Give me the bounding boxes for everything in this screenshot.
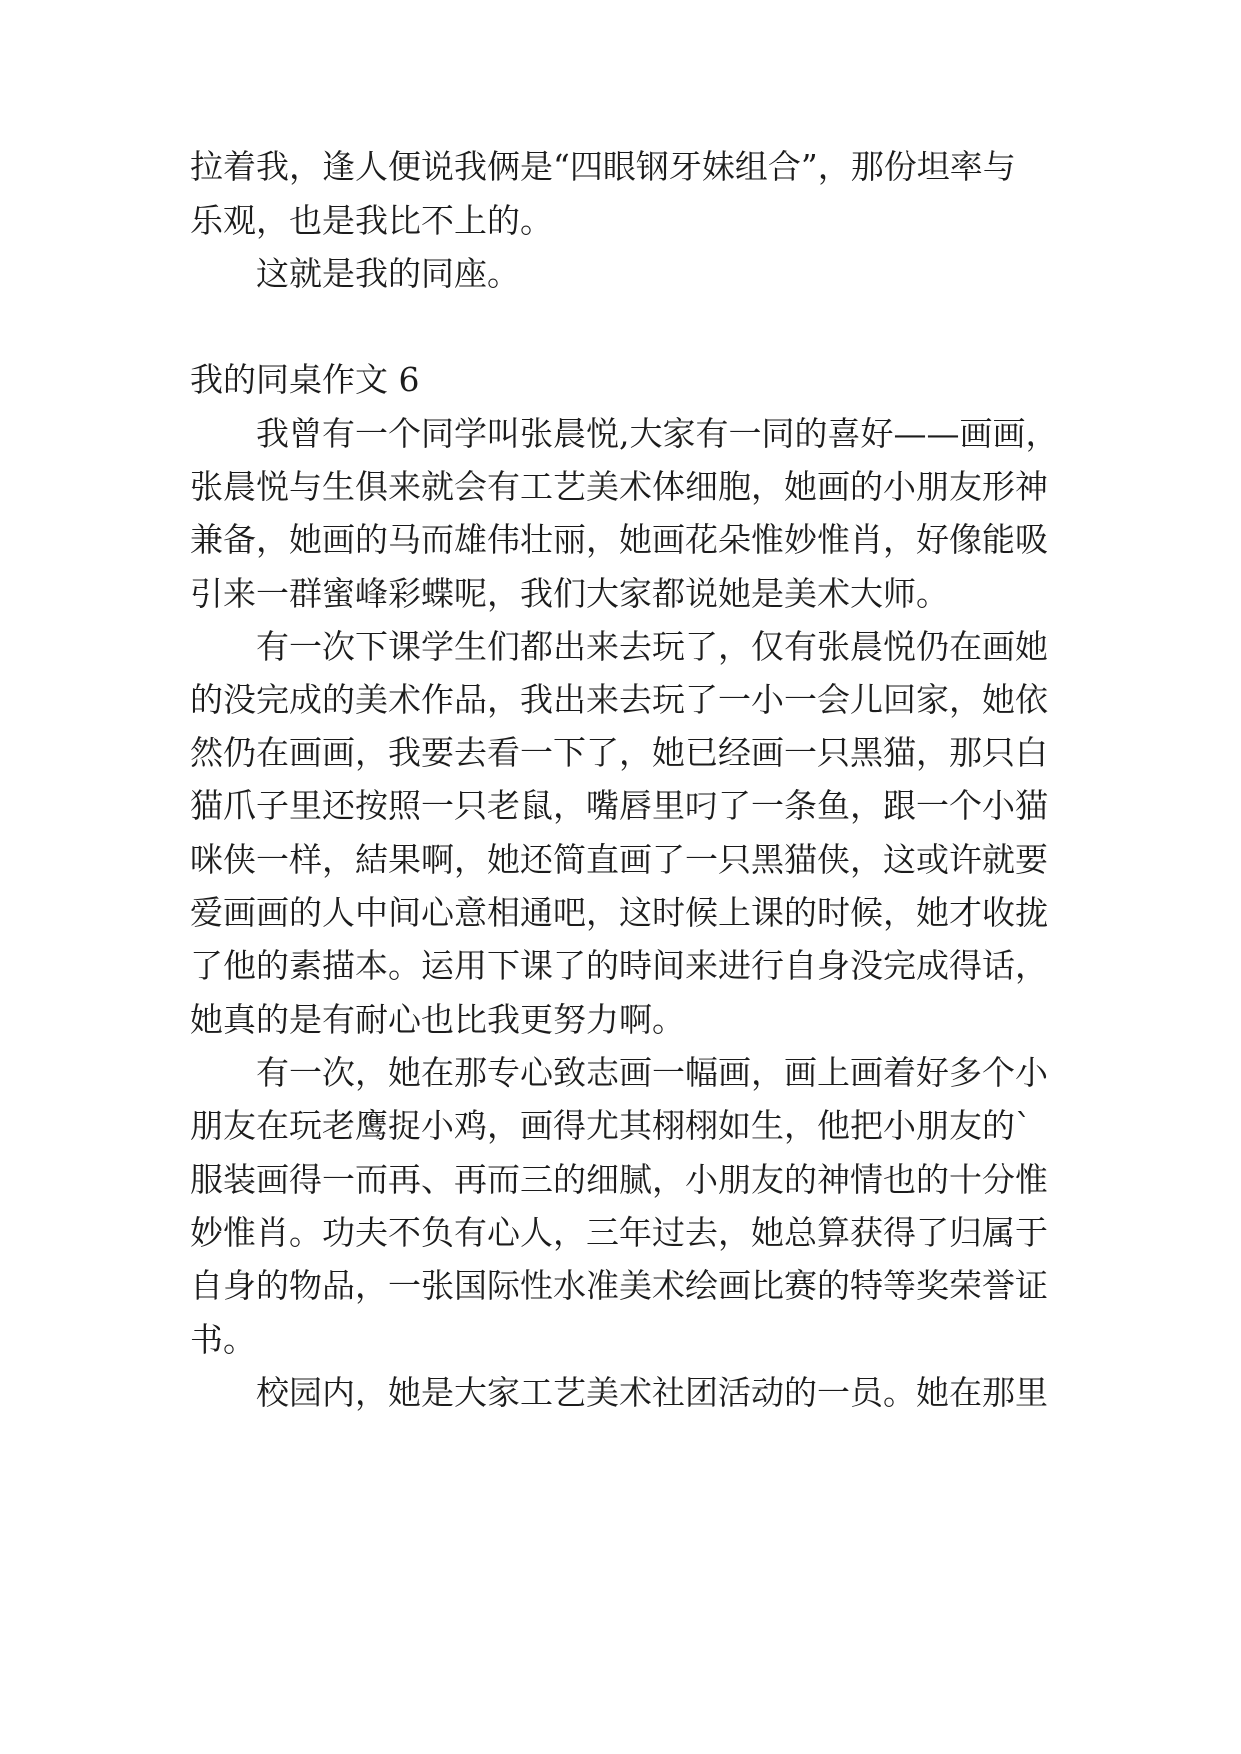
text-line: 兼备，她画的马而雄伟壮丽，她画花朵惟妙惟肖，好像能吸: [190, 520, 1048, 559]
text-line: 校园内，她是大家工艺美术社团活动的一员。她在那里: [256, 1373, 1048, 1412]
text-line: 妙惟肖。功夫不负有心人，三年过去，她总算获得了归属于: [190, 1213, 1048, 1252]
text-line: 朋友在玩老鹰捉小鸡，画得尤其栩栩如生，他把小朋友的`: [190, 1106, 1032, 1145]
text-line: 有一次，她在那专心致志画一幅画，画上画着好多个小: [256, 1053, 1048, 1092]
text-line: 爱画画的人中间心意相通吧，这时候上课的时候，她才收拢: [190, 893, 1048, 932]
text-line: 然仍在画画，我要去看一下了，她已经画一只黑猫，那只白: [190, 733, 1048, 772]
text-line: 咪侠一样，結果啊，她还简直画了一只黑猫侠，这或许就要: [190, 840, 1048, 879]
text-line: 乐观，也是我比不上的。: [190, 201, 553, 240]
text-line: 自身的物品，一张国际性水准美术绘画比赛的特等奖荣誉证: [190, 1266, 1048, 1305]
section-title: 我的同桌作文 6: [190, 360, 420, 399]
text-line: 我曾有一个同学叫张晨悦,大家有一同的喜好——画画，: [256, 414, 1059, 453]
text-line: 服装画得一而再、再而三的细腻，小朋友的神情也的十分惟: [190, 1160, 1048, 1199]
text-line: 了他的素描本。运用下课了的時间来进行自身没完成得话，: [190, 946, 1048, 985]
text-line: 的没完成的美术作品，我出来去玩了一小一会儿回家，她依: [190, 680, 1048, 719]
text-line: 拉着我，逢人便说我俩是“四眼钢牙妹组合”，那份坦率与: [190, 147, 1016, 186]
text-line: 猫爪子里还按照一只老鼠，嘴唇里叼了一条鱼，跟一个小猫: [190, 786, 1048, 825]
text-line: 书。: [190, 1320, 256, 1359]
text-line: 张晨悦与生俱来就会有工艺美术体细胞，她画的小朋友形神: [190, 467, 1048, 506]
text-line: 她真的是有耐心也比我更努力啊。: [190, 1000, 685, 1039]
text-line: 有一次下课学生们都出来去玩了，仅有张晨悦仍在画她: [256, 627, 1048, 666]
text-line: 引来一群蜜峰彩蝶呢，我们大家都说她是美术大师。: [190, 574, 949, 613]
text-line: 这就是我的同座。: [256, 254, 520, 293]
